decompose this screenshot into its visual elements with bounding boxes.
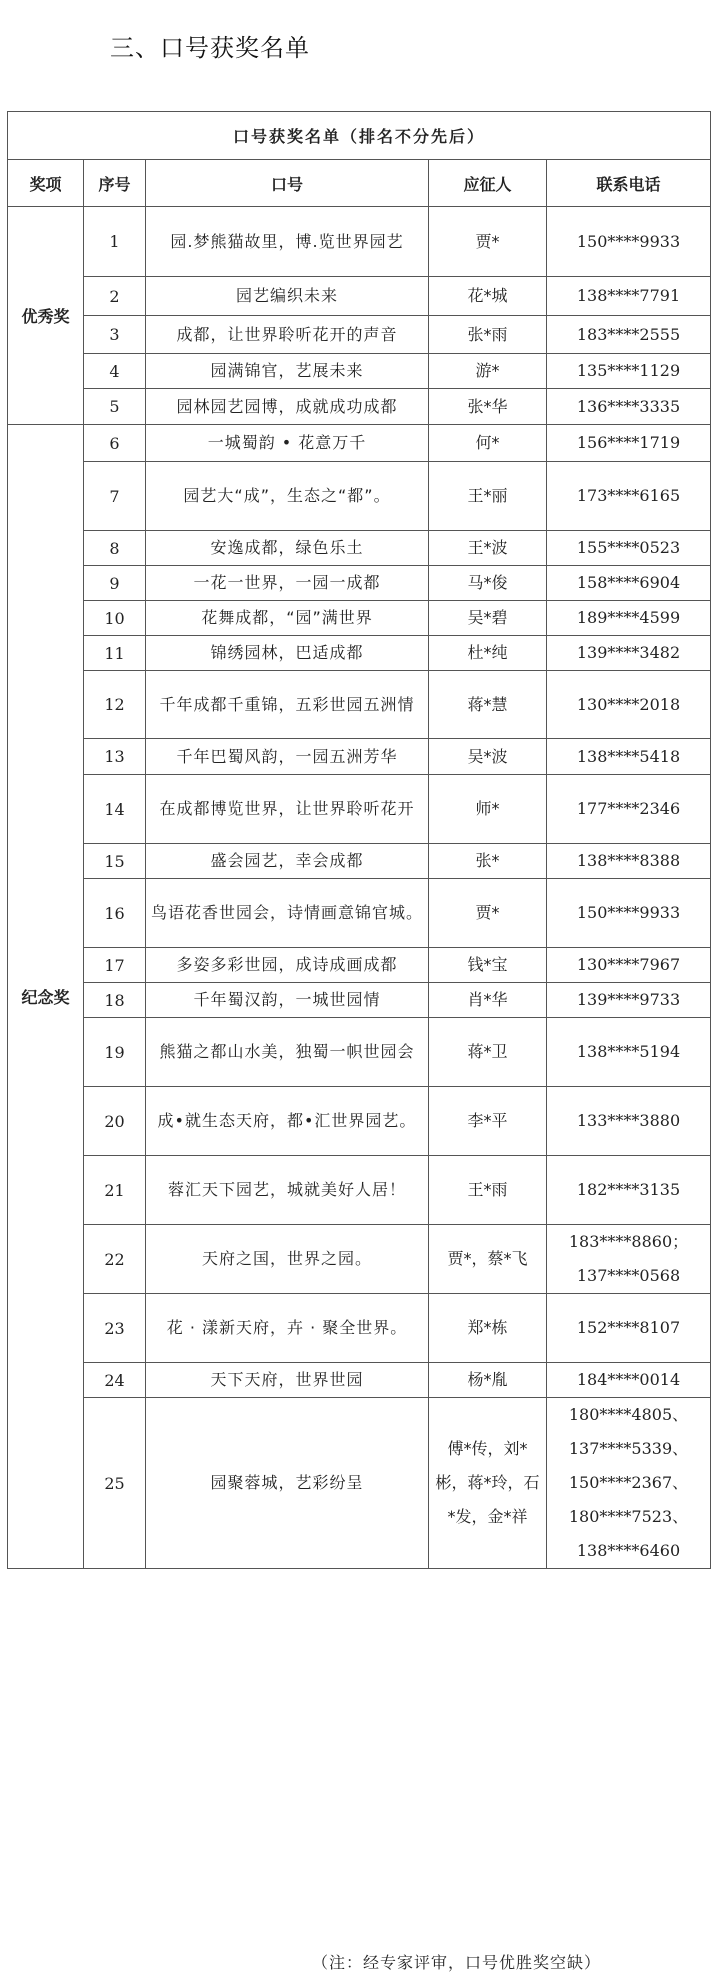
row-number: 20	[84, 1087, 146, 1156]
row-number: 24	[84, 1363, 146, 1398]
phone-number: 155****0523	[547, 531, 711, 566]
table-row	[8, 389, 711, 425]
slogan-text: 园艺编织未来	[146, 277, 429, 316]
table-row	[8, 277, 711, 316]
row-number: 7	[84, 462, 146, 531]
table-caption: 口号获奖名单（排名不分先后）	[8, 112, 711, 160]
header-phone: 联系电话	[547, 160, 711, 207]
award-table	[7, 111, 711, 1569]
phone-number: 156****1719	[547, 425, 711, 462]
applicant-name: 杨*胤	[429, 1363, 547, 1398]
phone-number: 136****3335	[547, 389, 711, 425]
phone-number: 158****6904	[547, 566, 711, 601]
table-row	[8, 983, 711, 1018]
row-number: 17	[84, 948, 146, 983]
row-number: 10	[84, 601, 146, 636]
header-applicant: 应征人	[429, 160, 547, 207]
applicant-name: 郑*栋	[429, 1294, 547, 1363]
phone-number: 150****9933	[547, 879, 711, 948]
row-number: 15	[84, 844, 146, 879]
table-row	[8, 739, 711, 775]
phone-number: 138****8388	[547, 844, 711, 879]
slogan-text: 在成都博览世界，让世界聆听花开	[146, 775, 429, 844]
applicant-name: 游*	[429, 354, 547, 389]
table-body	[8, 207, 711, 1569]
phone-number: 135****1129	[547, 354, 711, 389]
table-row	[8, 531, 711, 566]
slogan-text: 熊猫之都山水美，独蜀一帜世园会	[146, 1018, 429, 1087]
slogan-text: 锦绣园林，巴适成都	[146, 636, 429, 671]
table-row	[8, 354, 711, 389]
row-number: 8	[84, 531, 146, 566]
phone-number: 173****6165	[547, 462, 711, 531]
slogan-text: 一花一世界，一园一成都	[146, 566, 429, 601]
slogan-text: 千年成都千重锦，五彩世园五洲情	[146, 671, 429, 739]
phone-number: 177****2346	[547, 775, 711, 844]
footnote: （注：经专家评审，口号优胜奖空缺）	[312, 1953, 602, 1972]
row-number: 19	[84, 1018, 146, 1087]
slogan-text: 鸟语花香世园会，诗情画意锦官城。	[146, 879, 429, 948]
row-number: 25	[84, 1398, 146, 1569]
applicant-name: 花*城	[429, 277, 547, 316]
table-row	[8, 671, 711, 739]
applicant-name: 吴*碧	[429, 601, 547, 636]
applicant-name: 张*雨	[429, 316, 547, 354]
applicant-name: 肖*华	[429, 983, 547, 1018]
table-row	[8, 636, 711, 671]
row-number: 21	[84, 1156, 146, 1225]
award-category: 纪念奖	[8, 425, 84, 1569]
table-header-row	[8, 160, 711, 207]
phone-number: 183****8860； 137****0568	[547, 1225, 711, 1294]
section-heading: 三、口号获奖名单	[110, 34, 310, 62]
row-number: 18	[84, 983, 146, 1018]
row-number: 23	[84, 1294, 146, 1363]
applicant-name: 贾*	[429, 207, 547, 277]
row-number: 16	[84, 879, 146, 948]
table-row	[8, 316, 711, 354]
row-number: 13	[84, 739, 146, 775]
table-row	[8, 948, 711, 983]
applicant-name: 贾*	[429, 879, 547, 948]
table-row	[8, 462, 711, 531]
slogan-text: 天府之国，世界之园。	[146, 1225, 429, 1294]
phone-number: 139****9733	[547, 983, 711, 1018]
table-row	[8, 775, 711, 844]
row-number: 12	[84, 671, 146, 739]
slogan-text: 安逸成都，绿色乐土	[146, 531, 429, 566]
phone-number: 138****5418	[547, 739, 711, 775]
table-row	[8, 1294, 711, 1363]
phone-number: 182****3135	[547, 1156, 711, 1225]
slogan-text: 盛会园艺，幸会成都	[146, 844, 429, 879]
table-row	[8, 1363, 711, 1398]
slogan-text: 园林园艺园博，成就成功成都	[146, 389, 429, 425]
phone-number: 130****7967	[547, 948, 711, 983]
table-row	[8, 879, 711, 948]
slogan-text: 一城蜀韵 • 花意万千	[146, 425, 429, 462]
table-row	[8, 566, 711, 601]
phone-number: 133****3880	[547, 1087, 711, 1156]
slogan-text: 多姿多彩世园，成诗成画成都	[146, 948, 429, 983]
table-row	[8, 207, 711, 277]
phone-number: 180****4805、 137****5339、 150****2367、 180****7523、 138****6460	[547, 1398, 711, 1569]
phone-number: 184****0014	[547, 1363, 711, 1398]
row-number: 22	[84, 1225, 146, 1294]
table-row	[8, 844, 711, 879]
applicant-name: 李*平	[429, 1087, 547, 1156]
table-row	[8, 1087, 711, 1156]
row-number: 9	[84, 566, 146, 601]
applicant-name: 马*俊	[429, 566, 547, 601]
applicant-name: 杜*纯	[429, 636, 547, 671]
applicant-name: 傅*传，刘*彬，蒋*玲，石*发，金*祥	[429, 1398, 547, 1569]
row-number: 5	[84, 389, 146, 425]
table-row	[8, 1018, 711, 1087]
row-number: 2	[84, 277, 146, 316]
phone-number: 130****2018	[547, 671, 711, 739]
slogan-text: 园满锦官，艺展未来	[146, 354, 429, 389]
applicant-name: 师*	[429, 775, 547, 844]
applicant-name: 王*丽	[429, 462, 547, 531]
applicant-name: 蒋*卫	[429, 1018, 547, 1087]
slogan-text: 千年蜀汉韵，一城世园情	[146, 983, 429, 1018]
applicant-name: 王*波	[429, 531, 547, 566]
table-row	[8, 601, 711, 636]
slogan-text: 千年巴蜀风韵，一园五洲芳华	[146, 739, 429, 775]
applicant-name: 王*雨	[429, 1156, 547, 1225]
phone-number: 150****9933	[547, 207, 711, 277]
slogan-text: 园.梦熊猫故里，博.览世界园艺	[146, 207, 429, 277]
slogan-text: 成•就生态天府，都•汇世界园艺。	[146, 1087, 429, 1156]
row-number: 1	[84, 207, 146, 277]
table-row	[8, 1156, 711, 1225]
row-number: 4	[84, 354, 146, 389]
award-category: 优秀奖	[8, 207, 84, 425]
slogan-text: 成都，让世界聆听花开的声音	[146, 316, 429, 354]
applicant-name: 钱*宝	[429, 948, 547, 983]
table-row	[8, 425, 711, 462]
header-slogan: 口号	[146, 160, 429, 207]
phone-number: 183****2555	[547, 316, 711, 354]
phone-number: 189****4599	[547, 601, 711, 636]
phone-number: 138****7791	[547, 277, 711, 316]
row-number: 6	[84, 425, 146, 462]
table-row	[8, 1398, 711, 1569]
applicant-name: 张*华	[429, 389, 547, 425]
header-number: 序号	[84, 160, 146, 207]
phone-number: 139****3482	[547, 636, 711, 671]
slogan-text: 天下天府，世界世园	[146, 1363, 429, 1398]
slogan-text: 花 · 漾新天府，卉 · 聚全世界。	[146, 1294, 429, 1363]
phone-number: 138****5194	[547, 1018, 711, 1087]
applicant-name: 贾*，蔡*飞	[429, 1225, 547, 1294]
header-award: 奖项	[8, 160, 84, 207]
row-number: 3	[84, 316, 146, 354]
row-number: 11	[84, 636, 146, 671]
applicant-name: 蒋*慧	[429, 671, 547, 739]
applicant-name: 张*	[429, 844, 547, 879]
applicant-name: 吴*波	[429, 739, 547, 775]
slogan-text: 园艺大“成”，生态之“都”。	[146, 462, 429, 531]
phone-number: 152****8107	[547, 1294, 711, 1363]
slogan-text: 蓉汇天下园艺，城就美好人居！	[146, 1156, 429, 1225]
applicant-name: 何*	[429, 425, 547, 462]
slogan-text: 花舞成都，“园”满世界	[146, 601, 429, 636]
row-number: 14	[84, 775, 146, 844]
table-row	[8, 1225, 711, 1294]
slogan-text: 园聚蓉城，艺彩纷呈	[146, 1398, 429, 1569]
